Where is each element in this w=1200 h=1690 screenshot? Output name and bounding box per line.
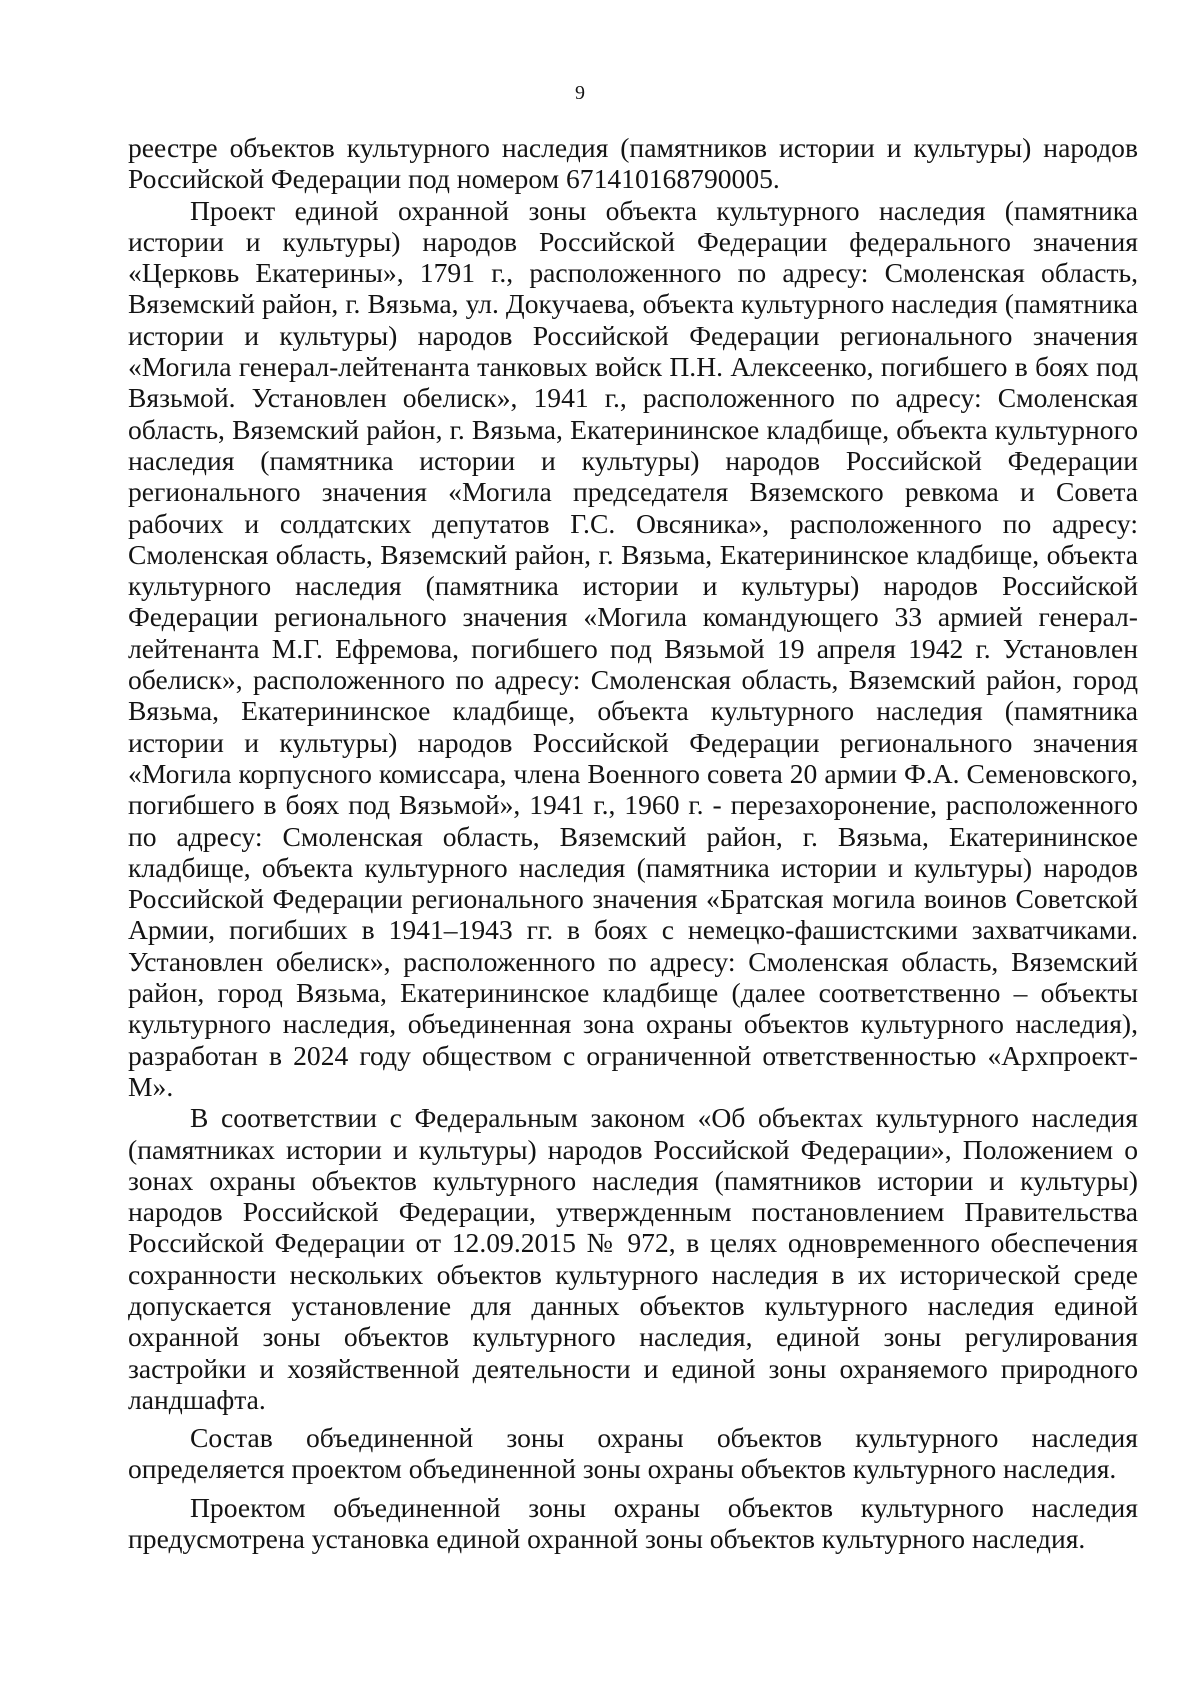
paragraph-zone-composition: Состав объединенной зоны охраны объектов культурного наследия определяется проектом объединенной зоны охраны объектов культурного наследия. — [128, 1422, 1138, 1485]
paragraph-project-description: Проект единой охранной зоны объекта культурного наследия (памятника истории и культуры) народов Российской Федерации федерального значения «Церковь Екатерины», 1791 г., расположенного по адресу: Смоленская область, Вяземский район, г. Вязьма, ул. Докучаева, объекта культурного наследия (памятника истории и культуры) народов Российской Федерации регионального значения «Могила генерал-лейтенанта танковых войск П.Н. Алексеенко, погибшего в боях под Вязьмой. Установлен обелиск», 1941 г., расположенного по адресу: Смоленская область, Вяземский район, г. Вязьма, Екатерининское кладбище, объекта культурного наследия (памятника истории и культуры) народов Российской Федерации регионального значения «Могила председателя Вяземского ревкома и Совета рабочих и солдатских депутатов Г.С. Овсяника», расположенного по адресу: Смоленская область, Вяземский район, г. Вязьма, Екатерининское кладбище, объекта культурного наследия (памятника истории и культуры) народов Российской Федерации регионального значения «Могила командующего 33 армией генерал-лейтенанта М.Г. Ефремова, погибшего под Вязьмой 19 апреля 1942 г. Установлен обелиск», расположенного по адресу: Смоленская область, Вяземский район, город Вязьма, Екатерининское кладбище, объекта культурного наследия (памятника истории и культуры) народов Российской Федерации регионального значения «Могила корпусного комиссара, члена Военного совета 20 армии Ф.А. Семеновского, погибшего в боях под Вязьмой», 1941 г., 1960 г. - перезахоронение, расположенного по адресу: Смоленская область, Вяземский район, г. Вязьма, Екатерининское кладбище, объекта культурного наследия (памятника истории и культуры) народов Российской Федерации регионального значения «Братская могила воинов Советской Армии, погибших в 1941–1943 гг. в боях с немецко-фашистскими захватчиками. Установлен обелиск», расположенного по адресу: Смоленская область, Вяземский район, город Вязьма, Екатерининское кладбище (далее соответственно – объекты культурного наследия, объединенная зона охраны объектов культурного наследия), разработан в 2024 году обществом с ограниченной ответственностью «Архпроект-М». — [128, 194, 1138, 1102]
page-number: 9 — [575, 82, 585, 104]
paragraph-continuation: реестре объектов культурного наследия (памятников истории и культуры) народов Российской Федерации под номером 671410168790005. — [128, 132, 1138, 195]
paragraph-legal-basis: В соответствии с Федеральным законом «Об объектах культурного наследия (памятниках истории и культуры) народов Российской Федерации», Положением о зонах охраны объектов культурного наследия (памятников истории и культуры) народов Российской Федерации, утвержденным постановлением Правительства Российской Федерации от 12.09.2015 № 972, в целях одновременного обеспечения сохранности нескольких объектов культурного наследия в их исторической среде допускается установление для данных объектов культурного наследия единой охранной зоны объектов культурного наследия, единой зоны регулирования застройки и хозяйственной деятельности и единой зоны охраняемого природного ландшафта. — [128, 1102, 1138, 1415]
paragraph-zone-establishment: Проектом объединенной зоны охраны объектов культурного наследия предусмотрена установка единой охранной зоны объектов культурного наследия. — [128, 1491, 1138, 1555]
document-body — [128, 132, 1138, 1554]
